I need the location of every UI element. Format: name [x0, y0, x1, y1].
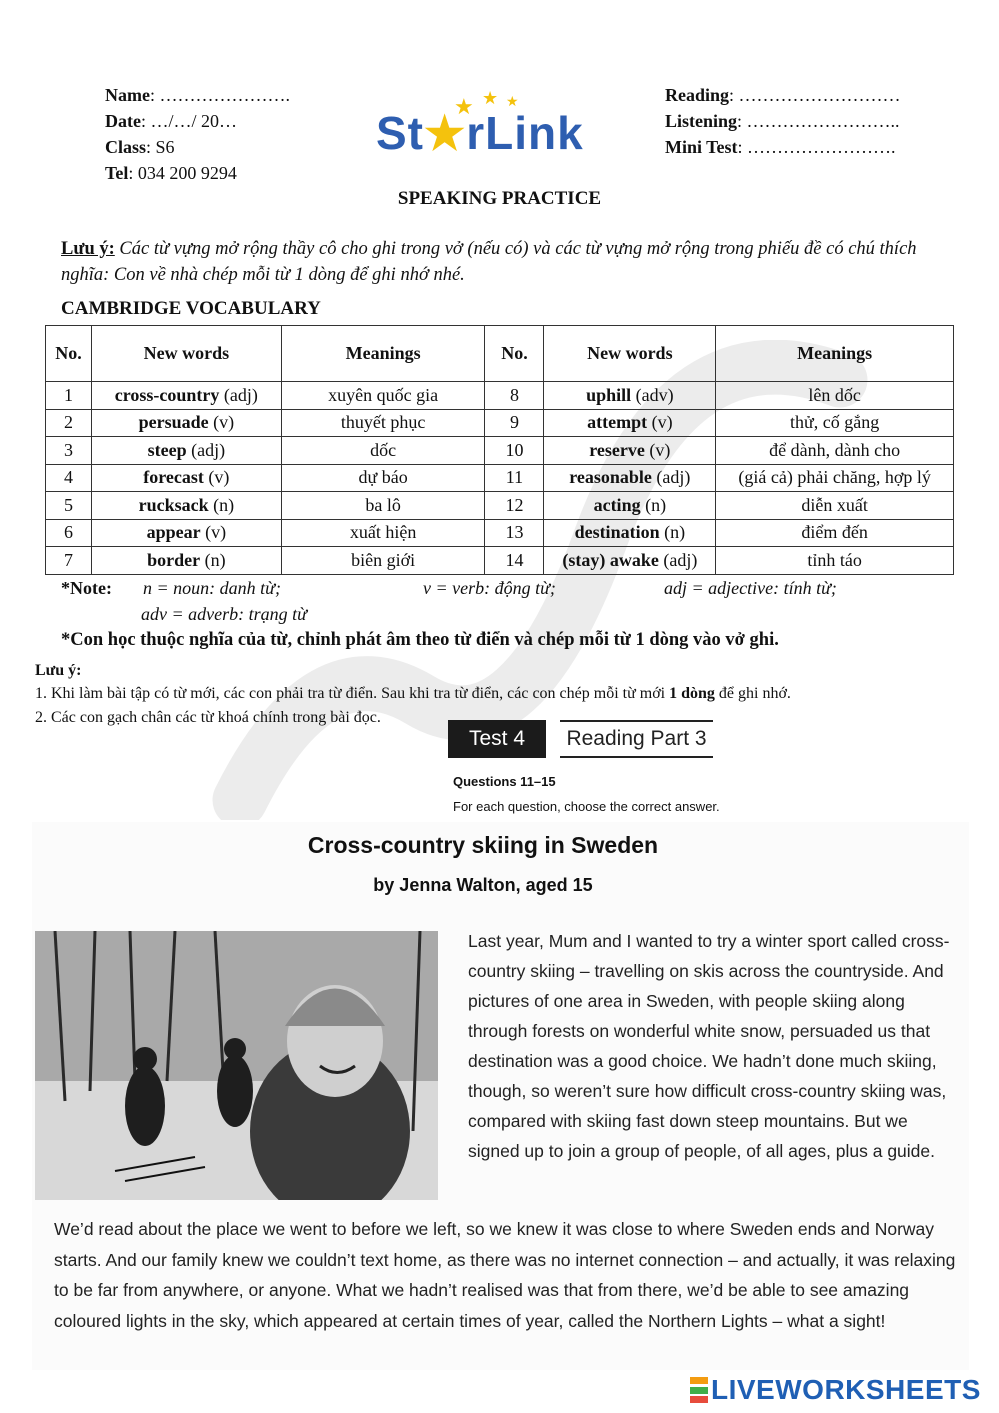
meaning-cell: xuất hiện [281, 519, 485, 547]
number-cell: 1 [46, 382, 92, 410]
note-paragraph: Lưu ý: Các từ vựng mở rộng thầy cô cho ghi trong vở (nếu có) và các từ vựng mở rộng trong phiếu đề có chú thích nghĩa: Con về nhà chép mỗi từ 1 dòng để ghi nhớ nhé. [61, 239, 917, 285]
article-byline: by Jenna Walton, aged 15 [373, 875, 593, 895]
col-header: New words [91, 326, 281, 382]
new-word-cell: acting (n) [544, 492, 716, 520]
article-paragraph: Last year, Mum and I wanted to try a winter sport called cross-country skiing – travelling on skis across the countryside. And pictures of one area in Sweden, with people skiing along through forests on wonderful white snow, persuaded us that destination was a good choice. We hadn’t done much skiing, though, so weren’t sure how difficult cross-country skiing was, compared with skiing fast down steep mountains. But we signed up to join a group of people, of all ages, plus a guide. [468, 931, 950, 1161]
liveworksheets-brand: LIVEWORKSHEETS [711, 1374, 981, 1405]
pos-note: *Note: n = noun: danh từ; v = verb: động từ; adj = adjective: tính từ; adv = adverb: trạng từ [61, 578, 837, 624]
article-paragraph: We’d read about the place we went to before we left, so we knew it was close to where Sweden ends and Norway starts. And our family knew we couldn’t text home, as there was no internet connection – and actually, it was relaxing to be far from anywhere, or anyone. What we hadn’t realised was that from there, we’d be able to see amazing coloured lights in the sky, which appeared at certain times of year, called the Northern Lights – what a sight! [54, 1219, 956, 1331]
col-header: No. [46, 326, 92, 382]
meaning-cell: để dành, dành cho [716, 437, 954, 465]
new-word-cell: attempt (v) [544, 409, 716, 437]
new-word-cell: cross-country (adj) [91, 382, 281, 410]
instruction: For each question, choose the correct answer. [453, 799, 720, 814]
number-cell: 7 [46, 547, 92, 575]
new-word-cell: appear (v) [91, 519, 281, 547]
new-word-cell: destination (n) [544, 519, 716, 547]
new-word-cell: reasonable (adj) [544, 464, 716, 492]
table-row [46, 437, 954, 465]
vocab-heading: CAMBRIDGE VOCABULARY [61, 298, 321, 319]
new-word-cell: uphill (adv) [544, 382, 716, 410]
questions-range: Questions 11–15 [453, 774, 556, 789]
new-word-cell: persuade (v) [91, 409, 281, 437]
logo-text: St★rLink [376, 107, 584, 159]
number-cell: 4 [46, 464, 92, 492]
meaning-cell: tỉnh táo [716, 547, 954, 575]
table-row [46, 464, 954, 492]
number-cell: 3 [46, 437, 92, 465]
star-icon: ★ [506, 95, 519, 110]
meaning-cell: thuyết phục [281, 409, 485, 437]
new-word-cell: (stay) awake (adj) [544, 547, 716, 575]
col-header: No. [485, 326, 544, 382]
header-left: Name: …………………. Date: …/…/ 20… Class: S6 Tel: 034 200 9294 [105, 85, 290, 183]
article-title: Cross-country skiing in Sweden [307, 832, 659, 858]
star-icon: ★ [482, 88, 499, 108]
starlink-logo [372, 88, 608, 162]
number-cell: 8 [485, 382, 544, 410]
meaning-cell: thử, cố gắng [716, 409, 954, 437]
star-icon: ★ [454, 94, 474, 119]
study-note: *Con học thuộc nghĩa của từ, chỉnh phát âm theo từ điển và chép mỗi từ 1 dòng vào vở ghi. [61, 630, 779, 650]
table-row [46, 547, 954, 575]
luu-y-label: Lưu ý: [35, 662, 82, 679]
meaning-cell: (giá cả) phải chăng, hợp lý [716, 464, 954, 492]
number-cell: 13 [485, 519, 544, 547]
header-right: Reading: ……………………… Listening: …………………….. Mini Test: ……………………. [665, 85, 901, 157]
skiing-photo [35, 931, 438, 1200]
new-word-cell: reserve (v) [544, 437, 716, 465]
meaning-cell: dốc [281, 437, 485, 465]
vocab-table [45, 325, 954, 575]
meaning-cell: diễn xuất [716, 492, 954, 520]
meaning-cell: lên dốc [716, 382, 954, 410]
list-item: 1. Khi làm bài tập có từ mới, các con phải tra từ điển. Sau khi tra từ điển, các con chép mỗi từ mới 1 dòng để ghi nhớ. [35, 685, 791, 702]
test-badge: Test 4 [448, 720, 546, 758]
meaning-cell: biên giới [281, 547, 485, 575]
number-cell: 2 [46, 409, 92, 437]
new-word-cell: forecast (v) [91, 464, 281, 492]
table-row [46, 519, 954, 547]
col-header: Meanings [716, 326, 954, 382]
number-cell: 10 [485, 437, 544, 465]
meaning-cell: dự báo [281, 464, 485, 492]
test-part: Reading Part 3 [560, 720, 713, 758]
meaning-cell: xuyên quốc gia [281, 382, 485, 410]
page-title: SPEAKING PRACTICE [397, 188, 602, 209]
table-row [46, 409, 954, 437]
liveworksheets-icon [690, 1377, 708, 1403]
number-cell: 11 [485, 464, 544, 492]
new-word-cell: steep (adj) [91, 437, 281, 465]
number-cell: 14 [485, 547, 544, 575]
col-header: Meanings [281, 326, 485, 382]
new-word-cell: border (n) [91, 547, 281, 575]
meaning-cell: điểm đến [716, 519, 954, 547]
table-row [46, 492, 954, 520]
new-word-cell: rucksack (n) [91, 492, 281, 520]
number-cell: 5 [46, 492, 92, 520]
number-cell: 12 [485, 492, 544, 520]
table-header-row [46, 326, 954, 382]
list-item: 2. Các con gạch chân các từ khoá chính trong bài đọc. [35, 709, 381, 726]
number-cell: 6 [46, 519, 92, 547]
col-header: New words [544, 326, 716, 382]
table-row [46, 382, 954, 410]
liveworksheets-logo [690, 1374, 981, 1406]
meaning-cell: ba lô [281, 492, 485, 520]
number-cell: 9 [485, 409, 544, 437]
